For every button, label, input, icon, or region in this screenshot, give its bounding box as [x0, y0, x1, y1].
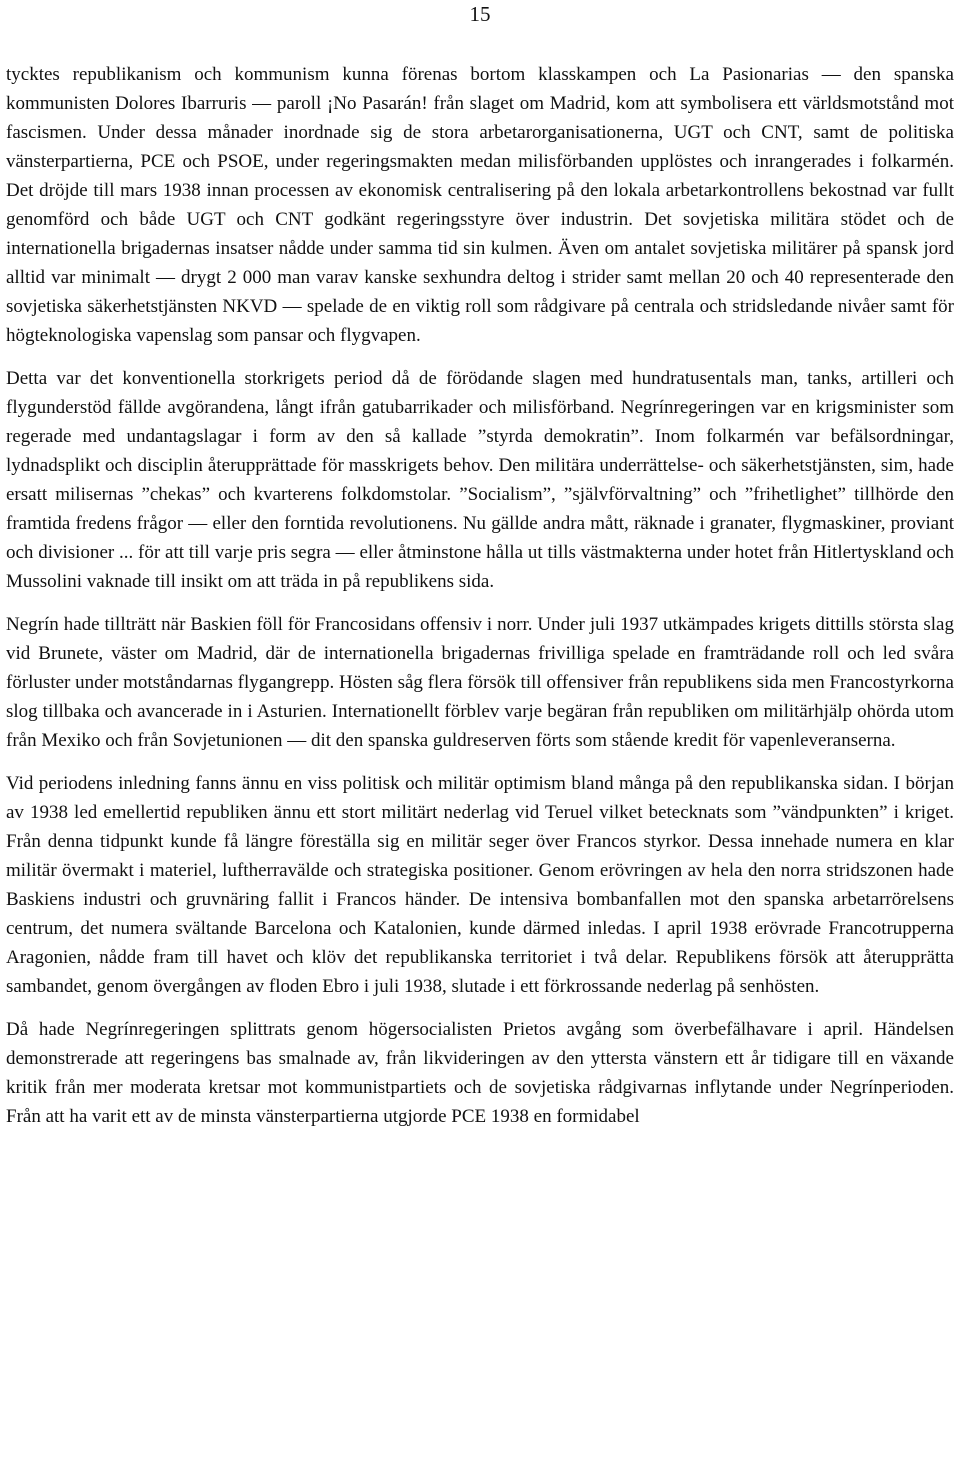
- paragraph-1: tycktes republikanism och kommunism kunna förenas bortom klasskampen och La Pasionarias — den spanska kommunisten Dolores Ibarruris — paroll ¡No Pasarán! från slaget om Madrid, kom att symbolisera ett världsmotstånd mot fascismen. Under dessa månader inordnade sig de stora arbetarorganisationerna, UGT och CNT, samt de politiska vänsterpartierna, PCE och PSOE, under regeringsmakten medan milisförbanden upplöstes och inrangerades i folkarmén. Det dröjde till mars 1938 innan processen av ekonomisk centralisering på den lokala arbetarkontrollens bekostnad var fullt genomförd och både UGT och CNT godkänt regeringsstyre över industrin. Det sovjetiska militära stödet och de internationella brigadernas insatser nådde under samma tid sin kulmen. Även om antalet sovjetiska militärer på spansk jord alltid var minimalt — drygt 2 000 man varav kanske sexhundra deltog i strider samt mellan 20 och 40 representerade den sovjetiska säkerhetstjänsten NKVD — spelade de en viktig roll som rådgivare på centrala och stridsledande nivåer samt för högteknologiska vapenslag som pansar och flygvapen.: [6, 64, 954, 346]
- paragraph-4: Vid periodens inledning fanns ännu en viss politisk och militär optimism bland många på den republikanska sidan. I början av 1938 led emellertid republiken ännu ett stort militärt nederlag vid Teruel vilket betecknats som ”vändpunkten” i kriget. Från denna tidpunkt kunde få längre föreställa sig en militär seger över Francos styrkor. Dessa innehade numera en klar militär övermakt i materiel, luftherravälde och strategiska positioner. Genom erövringen av hela den norra stridszonen hade Baskiens industri och gruvnäring fallit i Francos händer. De intensiva bombanfallen mot den spanska arbetarrörelsens centrum, det numera svältande Barcelona och Katalonien, kunde därmed inledas. I april 1938 erövrade Francotrupperna Aragonien, nådde fram till havet och klöv det republikanska territoriet i två delar. Republikens försök att återupprätta sambandet, genom övergången av floden Ebro i juli 1938, slutade i ett förkrossande nederlag på senhösten.: [6, 773, 954, 997]
- paragraph-2: Detta var det konventionella storkrigets period då de förödande slagen med hundratusentals man, tanks, artilleri och flygunderstöd fällde avgörandena, långt ifrån gatubarrikader och milisförband. Negrínregeringen var en krigsminister som regerade med undantagslagar i form av den så kallade ”styrda demokratin”. Inom folkarmén var befälsordningar, lydnadsplikt och disciplin återupprättade för masskrigets behov. Den militära underrättelse- och säkerhetstjänsten, sim, hade ersatt milisernas ”chekas” och kvarterens folkdomstolar. ”Socialism”, ”självförvaltning” och ”frihetlighet” tillhörde den framtida fredens frågor — eller den forntida revolutionens. Nu gällde andra mått, räknade i granater, flygmaskiner, proviant och divisioner ... för att till varje pris segra — eller åtminstone hålla ut tills västmakterna under hotet från Hitlertyskland och Mussolini vaknade till insikt om att träda in på republikens sida.: [6, 368, 954, 592]
- page-number: 15: [469, 2, 491, 26]
- paragraph-5: Då hade Negrínregeringen splittrats genom högersocialisten Prietos avgång som överbefälhavare i april. Händelsen demonstrerade att regeringens bas smalnade av, från likvideringen av den yttersta vänstern ett år tidigare till en växande kritik från mer moderata kretsar mot kommunistpartiets och de sovjetiska rådgivarnas inflytande under Negrínperioden. Från att ha varit ett av de minsta vänsterpartierna utgjorde PCE 1938 en formidabel: [6, 1019, 954, 1127]
- body-text: [6, 60, 954, 1131]
- paragraph-3: Negrín hade tillträtt när Baskien föll för Francosidans offensiv i norr. Under juli 1937 utkämpades krigets dittills största slag vid Brunete, väster om Madrid, där de internationella brigadernas frivilliga spelade en framträdande roll och led svåra förluster under motståndarnas flygangrepp. Hösten såg flera försök till offensiver från republikens sida men Francostyrkorna slog tillbaka och avancerade in i Asturien. Internationellt förblev varje begäran från republiken om militärhjälp ohörda utom från Mexiko och från Sovjetunionen — dit den spanska guldreserven förts som stående kredit för vapenleveranserna.: [6, 614, 954, 751]
